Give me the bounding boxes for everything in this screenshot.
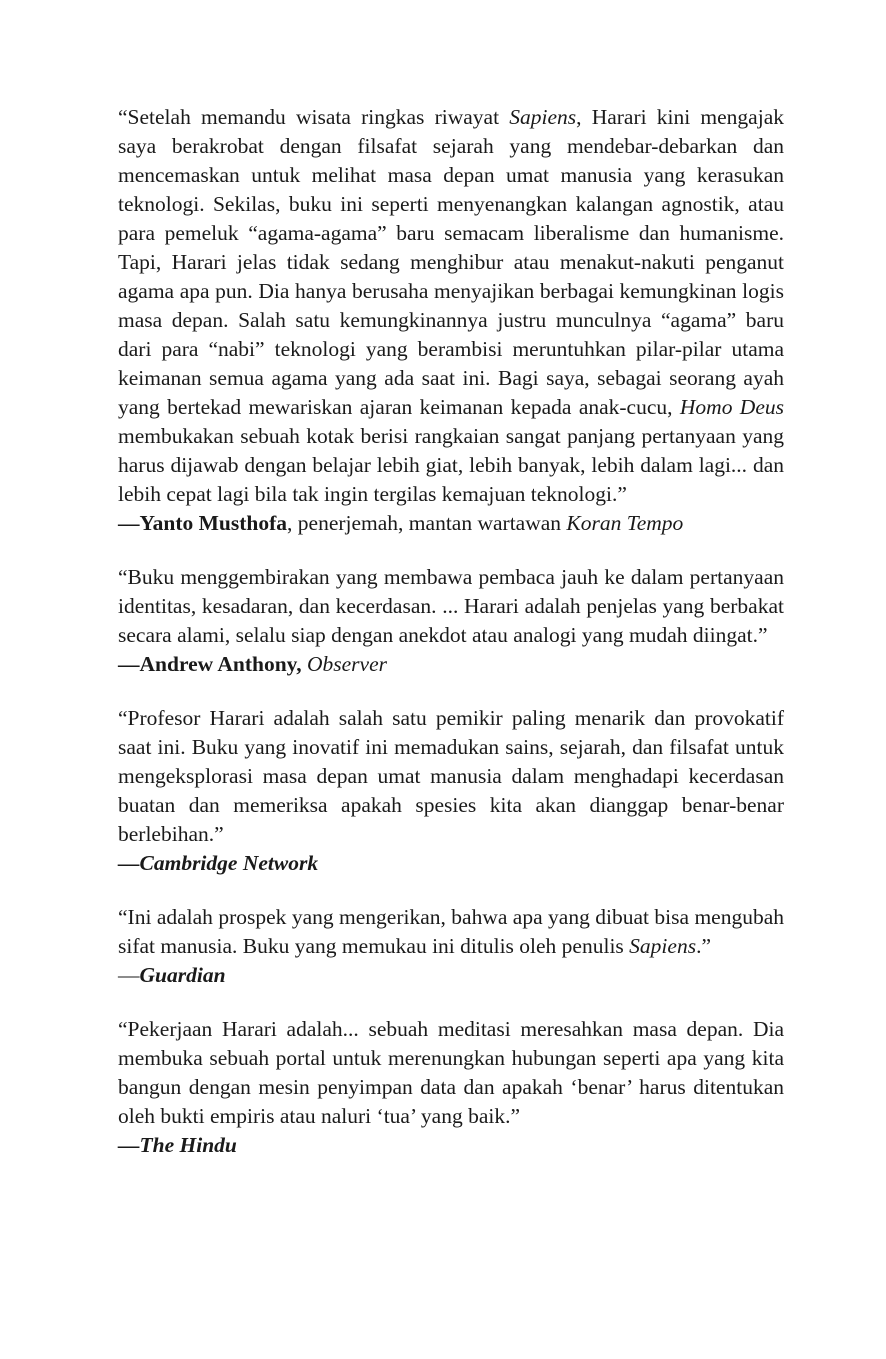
publication-name: —Cambridge Network [118, 851, 319, 875]
review-yanto-musthofa [118, 103, 784, 538]
reviewer-name: —Yanto Musthofa [118, 511, 288, 535]
quote-text: “Ini adalah prospek yang mengerikan, bahwa apa yang dibuat bisa mengubah sifat manusia. Buku yang memukau ini ditulis oleh penulis [118, 905, 784, 958]
publication-name: Guardian [139, 963, 226, 987]
review-attribution [118, 961, 784, 990]
attribution-dash: — [118, 963, 140, 987]
quote-text: , Harari kini mengajak saya berakrobat dengan filsafat sejarah yang mendebar-debarkan dan mencemaskan untuk melihat masa depan umat manusia yang kerasukan teknologi. Sekilas, buku ini seperti menyenangkan kalangan agnostik, atau para pemeluk “agama-agama” baru semacam liberalisme dan humanisme. Tapi, Harari jelas tidak sedang menghibur atau menakut-nakuti penganut agama apa pun. Dia hanya berusaha menyajikan berbagai kemungkinan logis masa depan. Salah satu kemungkinannya justru munculnya “agama” baru dari para “nabi” teknologi yang berambisi meruntuhkan pilar-pilar utama keimanan semua agama yang ada saat ini. Bagi saya, sebagai seorang ayah yang bertekad mewariskan ajaran keimanan kepada anak-cucu, [118, 105, 784, 419]
quote-text: membukakan sebuah kotak berisi rangkaian sangat panjang pertanyaan yang harus dijawab dengan belajar lebih giat, lebih banyak, lebih dalam lagi... dan lebih cepat lagi bila tak ingin tergilas kemajuan teknologi.” [118, 424, 784, 506]
publication-name: —The Hindu [118, 1133, 237, 1157]
review-andrew-anthony [118, 563, 784, 679]
review-attribution [118, 650, 784, 679]
review-attribution [118, 849, 784, 878]
review-the-hindu [118, 1015, 784, 1160]
review-quote [118, 903, 784, 961]
quote-text: .” [696, 934, 711, 958]
review-guardian [118, 903, 784, 990]
book-title-homo-deus: Homo Deus [679, 395, 784, 419]
publication-name: Koran Tempo [566, 511, 684, 535]
book-title-sapiens: Sapiens [629, 934, 697, 958]
review-cambridge-network [118, 704, 784, 878]
review-quote [118, 103, 784, 509]
book-title-sapiens: Sapiens [509, 105, 577, 129]
review-attribution [118, 1131, 784, 1160]
praise-page [118, 103, 784, 1185]
review-attribution [118, 509, 784, 538]
review-quote: “Profesor Harari adalah salah satu pemikir paling menarik dan provokatif saat ini. Buku yang inovatif ini memadukan sains, sejarah, dan filsafat untuk mengeksplorasi masa depan umat manusia dalam menghadapi kecerdasan buatan dan memeriksa apakah spesies kita akan dianggap benar-benar berlebihan.” [118, 706, 784, 846]
reviewer-role: , penerjemah, mantan wartawan [287, 511, 567, 535]
reviewer-name: —Andrew Anthony, [118, 652, 302, 676]
quote-text: “Setelah memandu wisata ringkas riwayat [118, 105, 510, 129]
review-quote: “Buku menggembirakan yang membawa pembaca jauh ke dalam pertanyaan identitas, kesadaran, dan kecerdasan. ... Harari adalah penjelas yang berbakat secara alami, selalu siap dengan anekdot atau analogi yang mudah diingat.” [118, 565, 784, 647]
publication-name: Observer [306, 652, 387, 676]
review-quote: “Pekerjaan Harari adalah... sebuah meditasi meresahkan masa depan. Dia membuka sebuah portal untuk merenungkan hubungan seperti apa yang kita bangun dengan mesin penyimpan data dan apakah ‘benar’ harus ditentukan oleh bukti empiris atau naluri ‘tua’ yang baik.” [118, 1017, 784, 1128]
